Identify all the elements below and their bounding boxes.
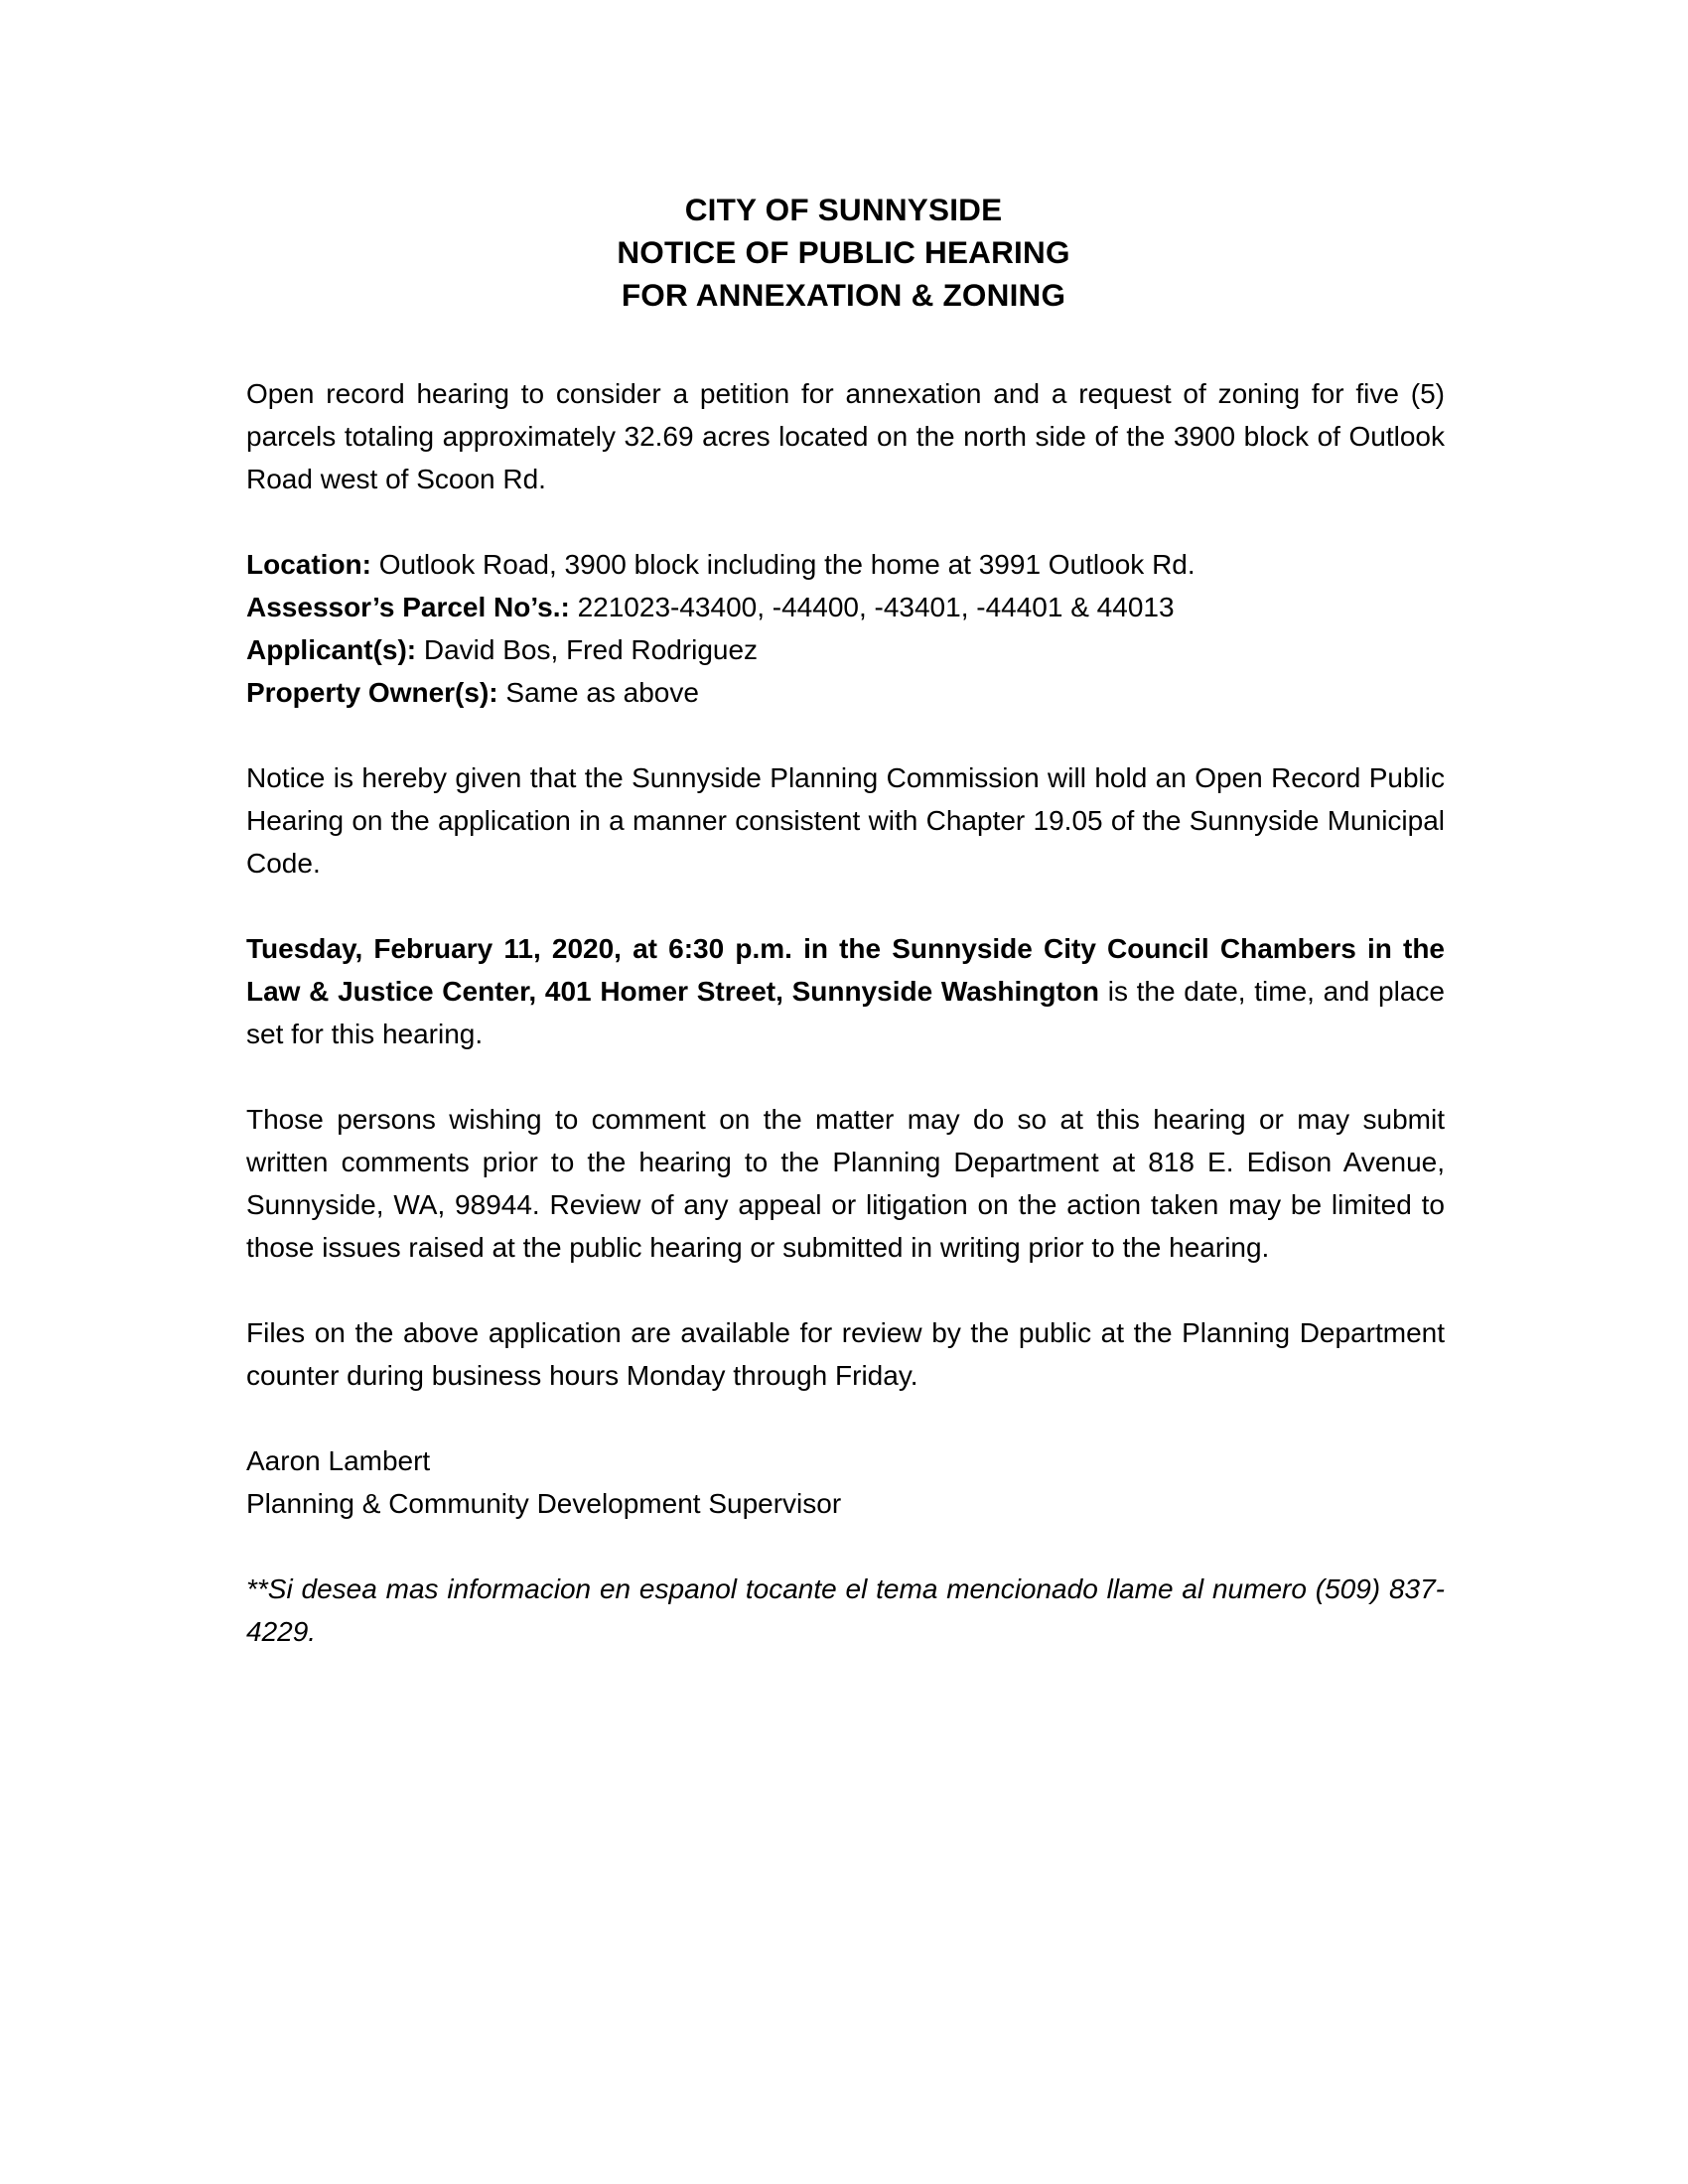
intro-paragraph: Open record hearing to consider a petition for annexation and a request of zoning for five (5) parcels totaling approximately 32.69 acres located on the north side of the 3900 block of Outlook Road west of Scoon Rd.: [246, 378, 1445, 494]
detail-value-parcel-numbers: 221023-43400, -44400, -43401, -44401 & 44013: [577, 592, 1175, 622]
detail-value-property-owners: Same as above: [505, 677, 699, 708]
detail-value-location: Outlook Road, 3900 block including the home at 3991 Outlook Rd.: [378, 549, 1196, 580]
detail-value-applicants: David Bos, Fred Rodriguez: [423, 634, 759, 665]
signature-title: Planning & Community Development Supervisor: [246, 1488, 842, 1519]
detail-row-applicants: [246, 628, 1445, 671]
detail-row-location: [246, 543, 1445, 586]
detail-label-parcel-numbers: Assessor’s Parcel No’s.:: [246, 592, 570, 622]
detail-row-property-owners: [246, 671, 1445, 714]
hearing-datetime-paragraph: [246, 927, 1445, 1055]
hearing-details-list: [246, 543, 1445, 714]
detail-label-property-owners: Property Owner(s):: [246, 677, 498, 708]
spanish-language-note: **Si desea mas informacion en espanol tocante el tema mencionado llame al numero (509) 837-4229.: [246, 1573, 1445, 1647]
signature-name: Aaron Lambert: [246, 1445, 431, 1476]
file-review-paragraph: Files on the above application are available for review by the public at the Planning Department counter during business hours Monday through Friday.: [246, 1317, 1445, 1391]
detail-label-location: Location:: [246, 549, 371, 580]
notice-paragraph: Notice is hereby given that the Sunnyside Planning Commission will hold an Open Record Public Hearing on the application in a manner consistent with Chapter 19.05 of the Sunnyside Municipal Code.: [246, 762, 1445, 879]
title-line-notice: NOTICE OF PUBLIC HEARING: [617, 234, 1070, 270]
detail-label-applicants: Applicant(s):: [246, 634, 417, 665]
signature-block: [246, 1439, 1445, 1525]
title-line-subject: FOR ANNEXATION & ZONING: [621, 277, 1066, 313]
detail-row-parcel-numbers: [246, 586, 1445, 628]
document-body: [246, 372, 1445, 1653]
page-title: [246, 189, 1445, 317]
comment-submission-paragraph: Those persons wishing to comment on the matter may do so at this hearing or may submit written comments prior to the hearing to the Planning Department at 818 E. Edison Avenue, Sunnyside, WA, 98944. Review of any appeal or litigation on the action taken may be limited to those issues raised at the public hearing or submitted in writing prior to the hearing.: [246, 1104, 1445, 1263]
hearing-datetime-rest: is the date, time, and place set for this hearing.: [246, 976, 1445, 1049]
title-line-city: CITY OF SUNNYSIDE: [684, 192, 1003, 227]
hearing-datetime-bold: Tuesday, February 11, 2020, at 6:30 p.m. in the Sunnyside City Council Chambers in the Law & Justice Center, 401 Homer Street, Sunnyside Washington: [246, 933, 1445, 1007]
